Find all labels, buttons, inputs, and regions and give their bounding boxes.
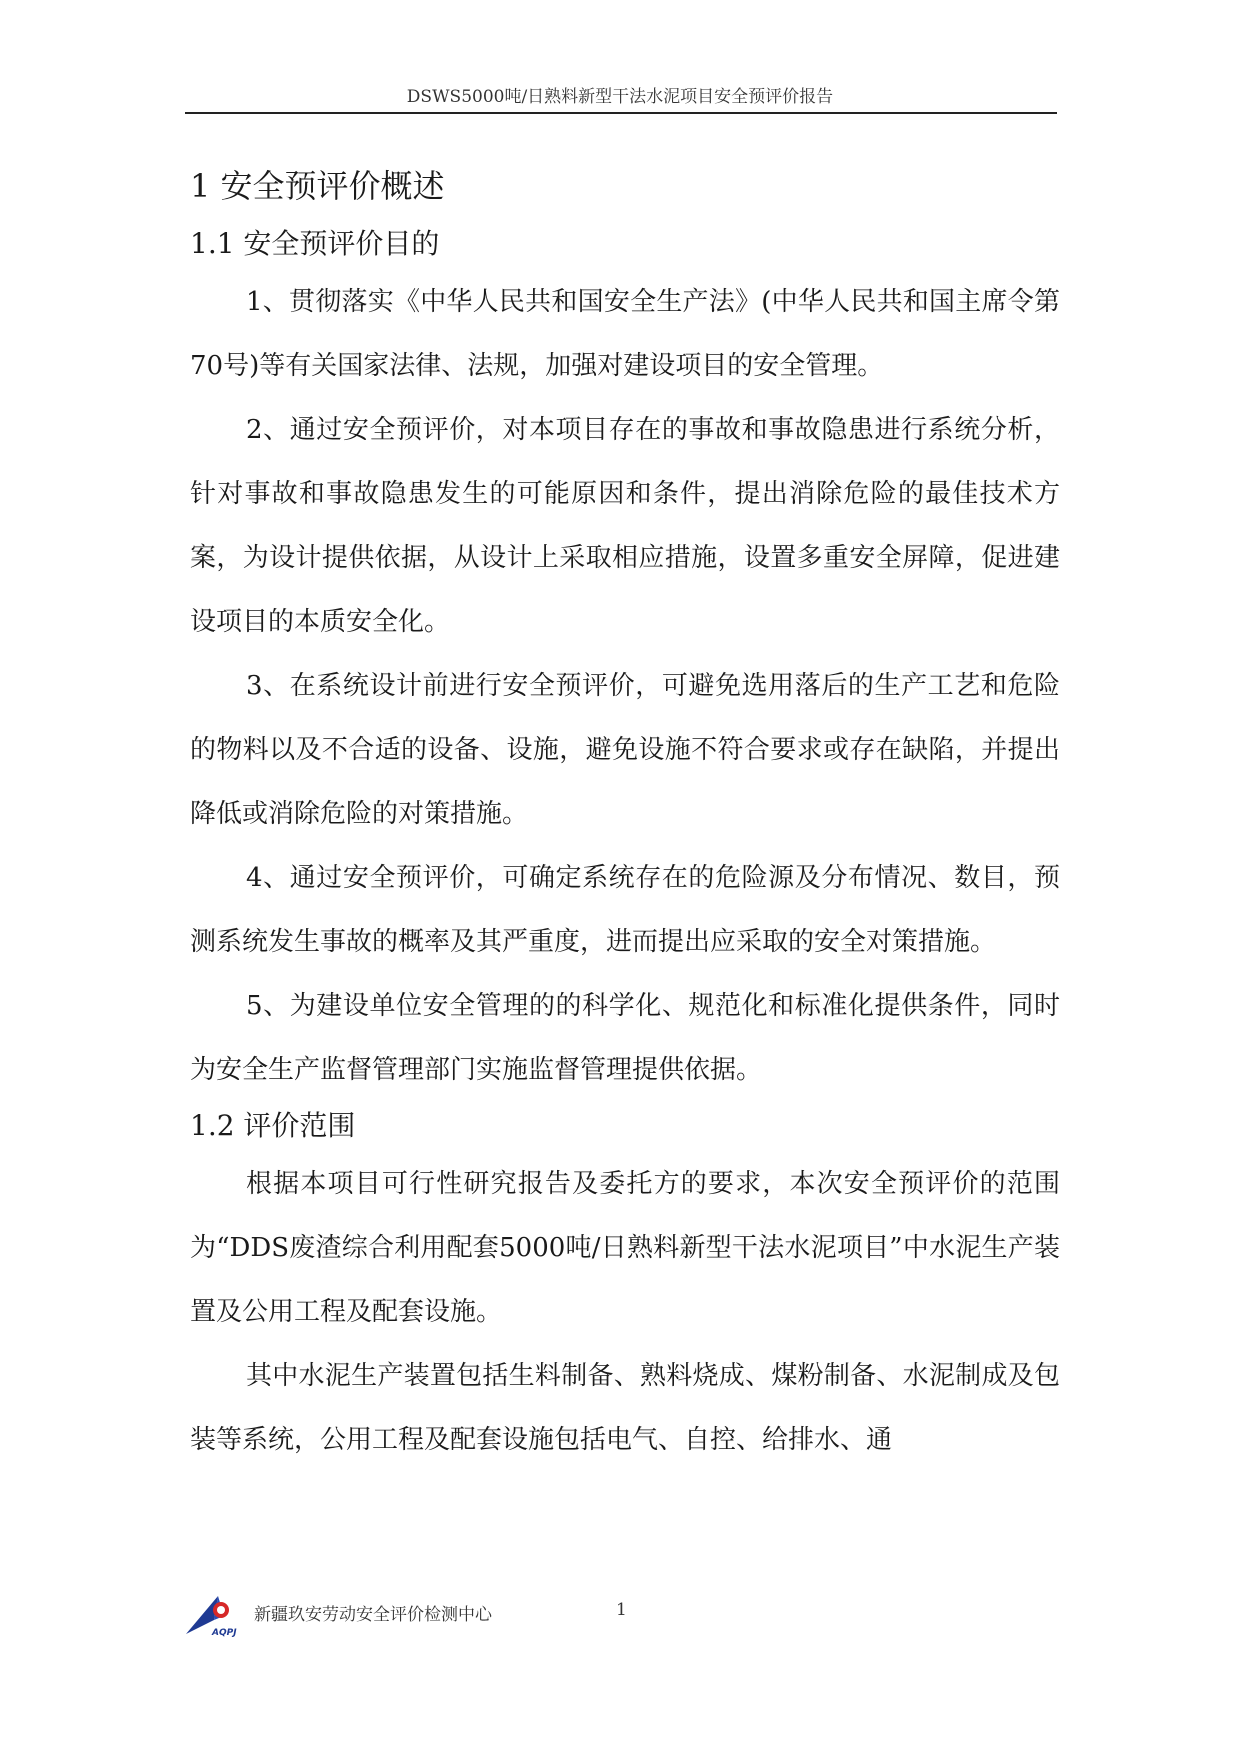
- paragraph: 根据本项目可行性研究报告及委托方的要求，本次安全预评价的范围为“DDS废渣综合利用配套5000吨/日熟料新型干法水泥项目”中水泥生产装置及公用工程及配套设施。: [190, 1169, 1060, 1327]
- paragraph: 2、通过安全预评价，对本项目存在的事故和事故隐患进行系统分析，针对事故和事故隐患发生的可能原因和条件，提出消除危险的最佳技术方案，为设计提供依据，从设计上采取相应措施，设置多重安全屏障，促进建设项目的本质安全化。: [190, 415, 1060, 637]
- paragraph: 4、通过安全预评价，可确定系统存在的危险源及分布情况、数目，预测系统发生事故的概率及其严重度，进而提出应采取的安全对策措施。: [190, 863, 1060, 957]
- header-divider: [185, 112, 1057, 114]
- paragraph: 1、贯彻落实《中华人民共和国安全生产法》(中华人民共和国主席令第70号)等有关国家法律、法规，加强对建设项目的安全管理。: [190, 287, 1060, 381]
- logo-text: AQPJ: [212, 1628, 237, 1638]
- section-heading: 1 安全预评价概述: [190, 167, 445, 205]
- paragraph: 其中水泥生产装置包括生料制备、熟料烧成、煤粉制备、水泥制成及包装等系统，公用工程及配套设施包括电气、自控、给排水、通: [190, 1361, 1060, 1455]
- organization-logo: [184, 1590, 254, 1638]
- subsection-heading-scope: 1.2 评价范围: [190, 1109, 356, 1142]
- document-body: [190, 150, 1060, 1472]
- subsection-heading-purpose: 1.1 安全预评价目的: [190, 227, 440, 260]
- paragraph: 3、在系统设计前进行安全预评价，可避免选用落后的生产工艺和危险的物料以及不合适的设备、设施，避免设施不符合要求或存在缺陷，并提出降低或消除危险的对策措施。: [190, 671, 1060, 829]
- footer-organization: 新疆玖安劳动安全评价检测中心: [254, 1605, 492, 1625]
- running-header: DSWS5000吨/日熟料新型干法水泥项目安全预评价报告: [406, 87, 834, 107]
- page-number: 1: [616, 1600, 627, 1620]
- paragraph: 5、为建设单位安全管理的的科学化、规范化和标准化提供条件，同时为安全生产监督管理部门实施监督管理提供依据。: [190, 991, 1060, 1085]
